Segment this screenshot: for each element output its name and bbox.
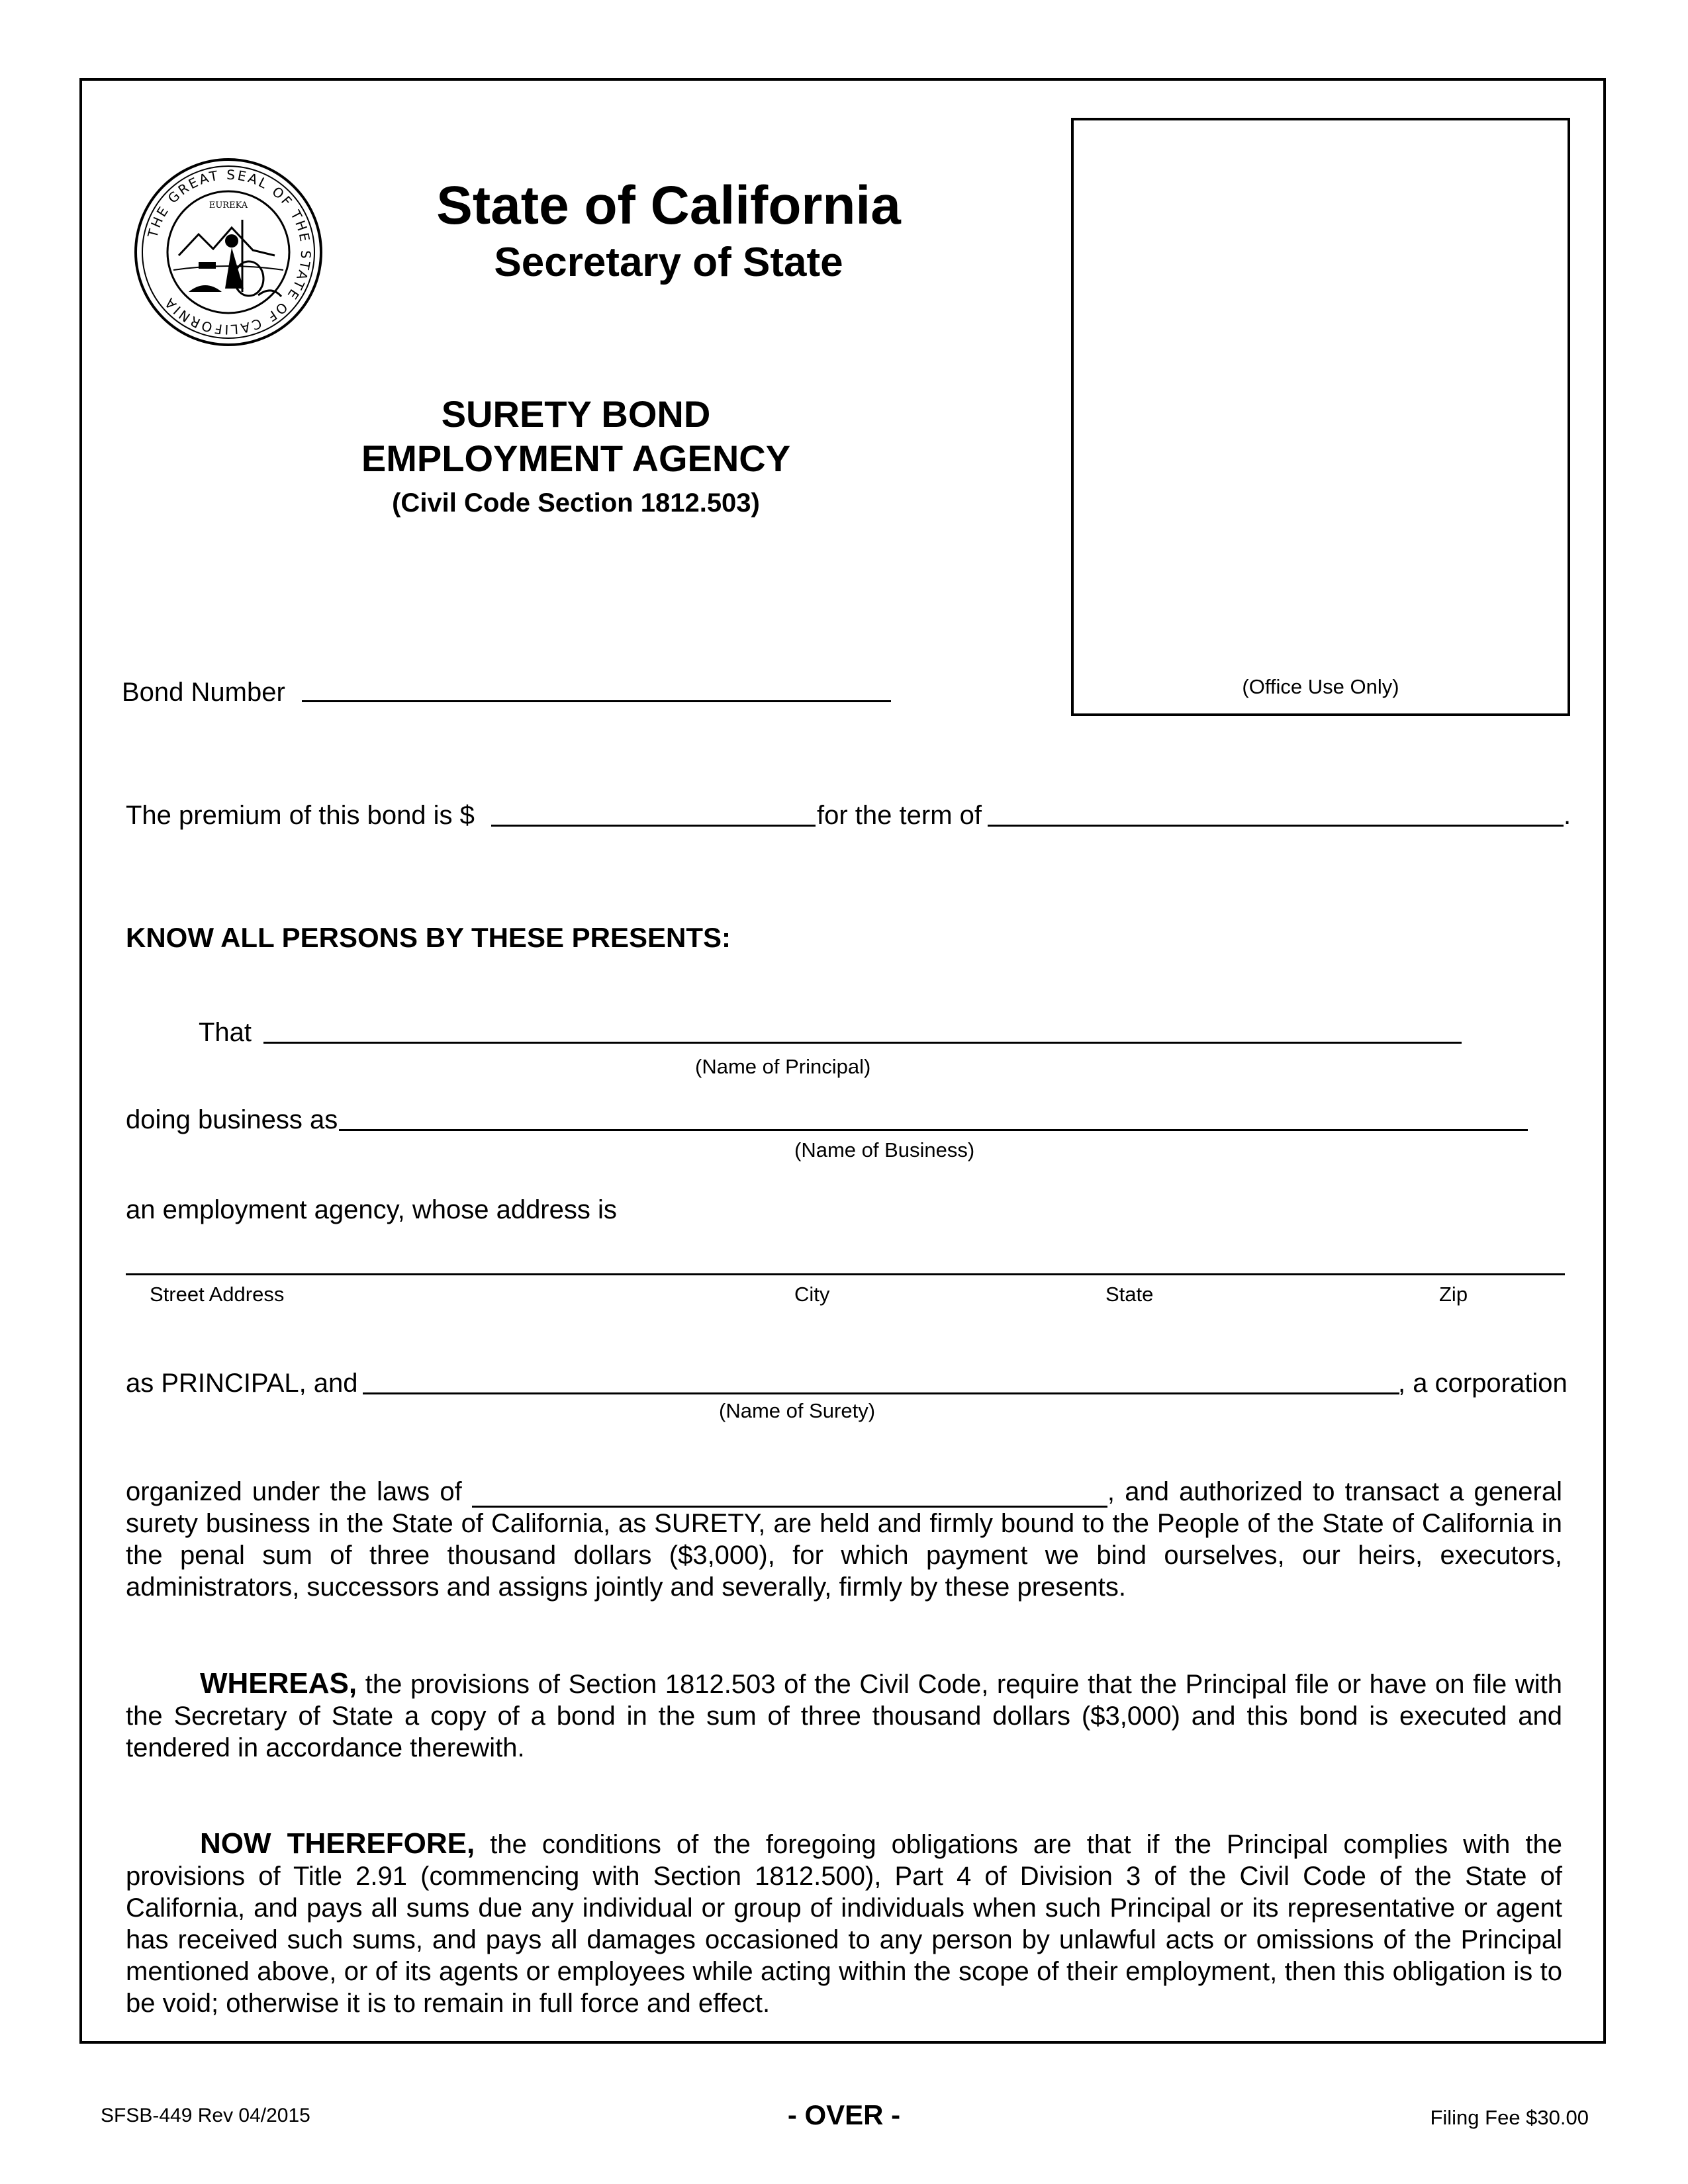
business-name-field[interactable] bbox=[339, 1129, 1528, 1131]
organized-rest: , and authorized to transact a general surety business in the State of California, as SURETY, are held and firmly bound to the People of the State of California in the penal sum of three thousand dollars ($3,000), for which payment we bind ourselves, our heirs, executors, administrators, successors and assigns jointly and severally, firmly by these presents. bbox=[126, 1477, 1562, 1602]
bond-title bbox=[245, 392, 907, 480]
now-therefore-body: the conditions of the foregoing obligations are that if the Principal complies with the provisions of Title 2.91 (commencing with Section 1812.500), Part 4 of Division 3 of the Civil Code of the State of California, and pays all sums due any individual or group of individuals when such Principal or its representative or agent has received such sums, and pays all damages occasioned to any person by unlawful acts or omissions of the Principal mentioned above, or of its agents or employees while acting within the scope of their employment, then this obligation is to be void; otherwise it is to remain in full force and effect. bbox=[126, 1830, 1562, 2018]
over-label: - OVER - bbox=[787, 2099, 901, 2130]
state-title: State of California bbox=[436, 175, 901, 236]
address-intro: an employment agency, whose address is bbox=[126, 1195, 617, 1224]
premium-label: The premium of this bond is $ bbox=[126, 801, 475, 830]
filing-fee: Filing Fee $30.00 bbox=[1430, 2106, 1589, 2129]
now-therefore-paragraph bbox=[126, 1828, 1562, 2019]
whereas-body: the provisions of Section 1812.503 of the Civil Code, require that the Principal file or have on file with the Secretary of State a copy of a bond in the sum of three thousand dollars ($3,000) and this bond is executed and tendered in accordance therewith. bbox=[126, 1670, 1562, 1762]
dba-label: doing business as bbox=[126, 1105, 338, 1134]
organized-prefix: organized under the laws of bbox=[126, 1477, 462, 1506]
know-all-heading: KNOW ALL PERSONS BY THESE PRESENTS: bbox=[126, 922, 731, 953]
business-caption: (Name of Business) bbox=[794, 1138, 975, 1161]
term-period: . bbox=[1564, 801, 1571, 830]
address-field[interactable] bbox=[126, 1273, 1565, 1275]
bond-title-line1: SURETY BOND bbox=[441, 393, 711, 435]
principal-and-label: as PRINCIPAL, and bbox=[126, 1369, 358, 1398]
form-id: SFSB-449 Rev 04/2015 bbox=[101, 2105, 310, 2126]
state-subtitle: Secretary of State bbox=[494, 240, 843, 285]
svg-text:EUREKA: EUREKA bbox=[209, 201, 248, 210]
state-seal-icon bbox=[132, 156, 324, 348]
zip-caption: Zip bbox=[1439, 1283, 1468, 1306]
corporation-suffix: , a corporation bbox=[1398, 1369, 1568, 1398]
surety-caption: (Name of Surety) bbox=[719, 1399, 876, 1422]
bond-title-line2: EMPLOYMENT AGENCY bbox=[361, 437, 791, 480]
surety-name-field[interactable] bbox=[363, 1392, 1399, 1394]
state-caption: State bbox=[1105, 1283, 1154, 1306]
that-label: That bbox=[199, 1018, 252, 1047]
principal-name-field[interactable] bbox=[263, 1042, 1462, 1044]
bond-number-label: Bond Number bbox=[122, 678, 285, 707]
bond-number-field[interactable] bbox=[302, 700, 891, 702]
civil-code-section: (Civil Code Section 1812.503) bbox=[392, 488, 760, 518]
term-label: for the term of bbox=[817, 801, 982, 830]
city-caption: City bbox=[794, 1283, 830, 1306]
premium-amount-field[interactable] bbox=[491, 825, 816, 827]
office-use-label: (Office Use Only) bbox=[1242, 675, 1399, 698]
now-therefore-lead: NOW THEREFORE, bbox=[200, 1827, 475, 1860]
whereas-paragraph bbox=[126, 1668, 1562, 1764]
svg-text:THE GREAT SEAL OF THE STATE OF: THE GREAT SEAL OF THE STATE OF CALIFORNIA bbox=[144, 166, 314, 338]
street-address-caption: Street Address bbox=[150, 1283, 285, 1306]
office-use-box bbox=[1071, 118, 1570, 716]
organized-paragraph bbox=[126, 1476, 1562, 1603]
term-field[interactable] bbox=[988, 825, 1564, 827]
whereas-lead: WHEREAS, bbox=[200, 1667, 357, 1700]
principal-caption: (Name of Principal) bbox=[695, 1055, 871, 1078]
state-of-organization-field[interactable] bbox=[472, 1483, 1107, 1508]
